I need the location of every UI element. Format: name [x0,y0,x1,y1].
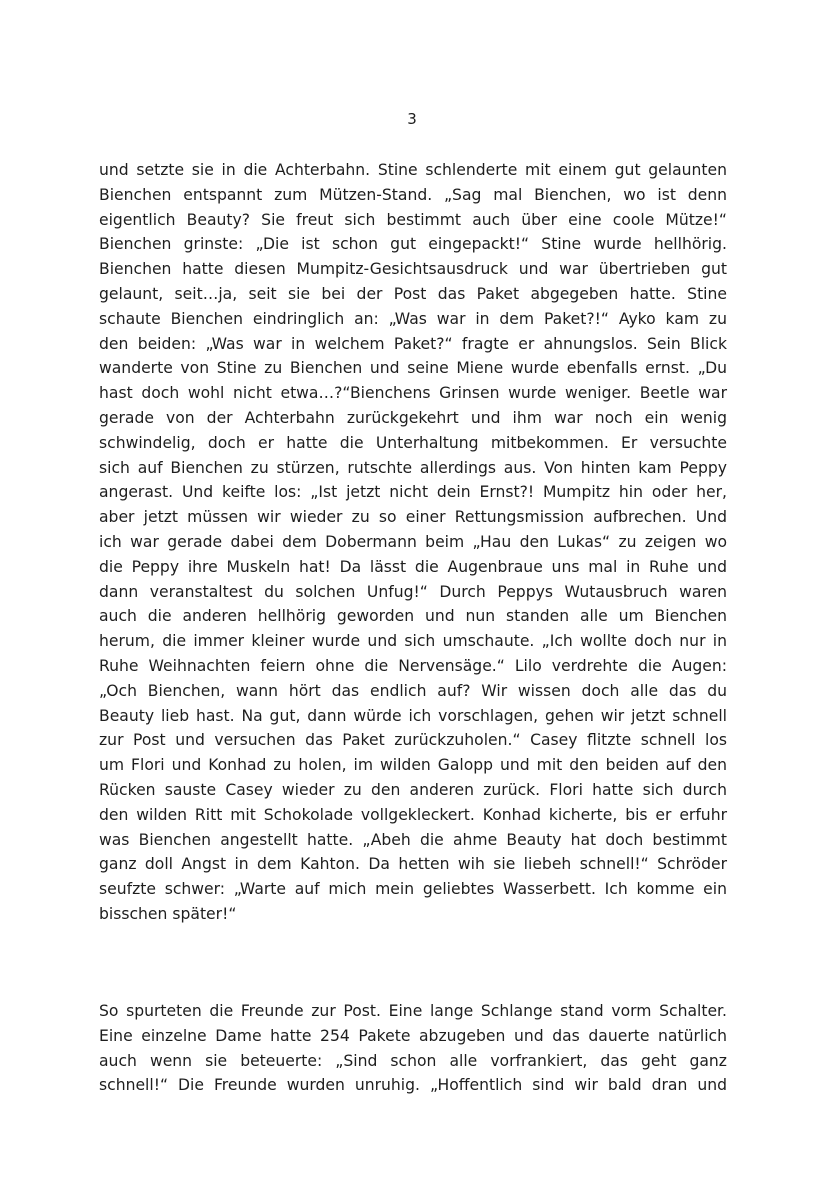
text-line: Bienchen hatte diesen Mumpitz-Gesichtsausdruck und war übertrieben gut [99,260,727,279]
text-line: Bienchen grinste: „Die ist schon gut eingepackt!“ Stine wurde hellhörig. [99,235,727,254]
page-number: 3 [407,110,417,128]
text-line: seufzte schwer: „Warte auf mich mein geliebtes Wasserbett. Ich komme ein [99,880,727,899]
text-line: bisschen später!“ [99,904,237,923]
text-line: den beiden: „Was war in welchem Paket?“ fragte er ahnungslos. Sein Blick [99,334,727,353]
text-line: herum, die immer kleiner wurde und sich umschaute. „Ich wollte doch nur in [99,632,727,651]
text-line: ganz doll Angst in dem Kahton. Da hetten wih sie liebeh schnell!“ Schröder [99,855,727,874]
paragraph-1 [99,158,727,927]
text-line: So spurteten die Freunde zur Post. Eine lange Schlange stand vorm Schalter. [99,1002,727,1020]
text-line: auch die anderen hellhörig geworden und nun standen alle um Bienchen [99,607,727,626]
text-line: eigentlich Beauty? Sie freut sich bestimmt auch über eine coole Mütze!“ [99,210,727,229]
text-line: Rücken sauste Casey wieder zu den anderen zurück. Flori hatte sich durch [99,780,727,799]
text-line: Eine einzelne Dame hatte 254 Pakete abzugeben und das dauerte natürlich [99,1026,727,1045]
text-line: Bienchen entspannt zum Mützen-Stand. „Sag mal Bienchen, wo ist denn [99,185,727,204]
text-line: ich war gerade dabei dem Dobermann beim „Hau den Lukas“ zu zeigen wo [99,532,727,551]
text-line: zur Post und versuchen das Paket zurückzuholen.“ Casey flitzte schnell los [99,731,727,750]
text-line: angerast. Und keifte los: „Ist jetzt nicht dein Ernst?! Mumpitz hin oder her, [99,483,727,502]
text-line: was Bienchen angestellt hatte. „Abeh die ahme Beauty hat doch bestimmt [99,830,727,849]
text-line: die Peppy ihre Muskeln hat! Da lässt die Augenbraue uns mal in Ruhe und [99,557,727,576]
text-line: schaute Bienchen eindringlich an: „Was war in dem Paket?!“ Ayko kam zu [99,309,727,328]
text-line: Beauty lieb hast. Na gut, dann würde ich vorschlagen, gehen wir jetzt schnell [99,706,727,725]
text-line: sich auf Bienchen zu stürzen, rutschte allerdings aus. Von hinten kam Peppy [99,458,727,477]
text-line: gelaunt, seit…ja, seit sie bei der Post das Paket abgegeben hatte. Stine [99,284,727,303]
paragraph-2 [99,999,727,1098]
text-line: dann veranstaltest du solchen Unfug!“ Durch Peppys Wutausbruch waren [99,582,727,601]
text-line: schnell!“ Die Freunde wurden unruhig. „Hoffentlich sind wir bald dran und [99,1076,727,1095]
text-line: hast doch wohl nicht etwa…?“Bienchens Grinsen wurde weniger. Beetle war [99,384,727,403]
text-line: um Flori und Konhad zu holen, im wilden Galopp und mit den beiden auf den [99,756,727,775]
text-line: Ruhe Weihnachten feiern ohne die Nervensäge.“ Lilo verdrehte die Augen: [99,656,727,675]
text-line: „Och Bienchen, wann hört das endlich auf? Wir wissen doch alle das du [99,681,727,700]
text-line: schwindelig, doch er hatte die Unterhaltung mitbekommen. Er versuchte [99,433,727,452]
text-line: auch wenn sie beteuerte: „Sind schon alle vorfrankiert, das geht ganz [99,1051,727,1070]
text-line: gerade von der Achterbahn zurückgekehrt und ihm war noch ein wenig [99,408,727,427]
text-line: wanderte von Stine zu Bienchen und seine Miene wurde ebenfalls ernst. „Du [99,359,727,378]
text-line: den wilden Ritt mit Schokolade vollgekleckert. Konhad kicherte, bis er erfuhr [99,805,727,824]
text-line: und setzte sie in die Achterbahn. Stine schlenderte mit einem gut gelaunten [99,161,727,179]
text-line: aber jetzt müssen wir wieder zu so einer Rettungsmission aufbrechen. Und [99,508,727,527]
